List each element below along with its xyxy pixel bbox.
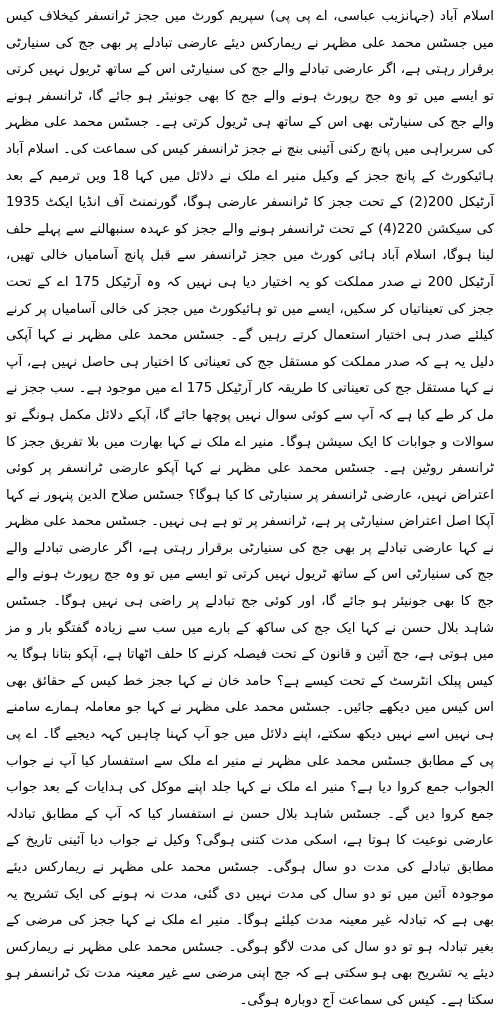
article-body: اسلام آباد (جہانزیب عباسی، اے پی پی) سپریم کورٹ میں ججز ٹرانسفر کیخلاف کیس میں جسٹس محمد علی مظہر نے ریمارکس دیئے عارضی تبادلے پر بھی جج کی سنیارٹی برقرار رہتی ہے، اگر عارضی تبادلے والے جج کی سنیارٹی اس کے ساتھ ٹریول نہیں کرتی تو ایسے میں تو وہ جج رپورٹ ہونے والے جج کا بھی جونیئر ہو جائے گا، ٹرانسفر ہونے والے جج کی سنیارٹی بھی اس کے ساتھ ہی ٹریول کرتی ہے۔ جسٹس محمد علی مظہر کی سربراہی میں پانچ رکنی آئینی بنچ نے ججز ٹرانسفر کیس کی سماعت کی۔ اسلام آباد ہائیکورٹ کے پانچ ججز کے وکیل منیر اے ملک نے دلائل میں کہا 18 ویں ترمیم کے بعد آرٹیکل 200(2) کے تحت ججز کا ٹرانسفر عارضی ہوگا، گورنمنٹ آف انڈیا ایکٹ 1935 کی سیکشن 220(4) کے تحت ٹرانسفر ہونے والے ججز کو عہدہ سنبھالنے سے پہلے حلف لینا ہوگا، اسلام آباد ہائی کورٹ میں ججز ٹرانسفر سے قبل پانچ آسامیاں خالی تھیں، آرٹیکل 200 نے صدر مملکت کو یہ اختیار دیا ہی نہیں کہ وہ آرٹیکل 175 اے کے تحت ججز کی تعیناتیاں کر سکیں، ایسے میں تو ہائیکورٹ میں ججز کی خالی آسامیاں پر کرنے کیلئے صدر ہی اختیار استعمال کرتے رہیں گے۔ جسٹس محمد علی مظہر نے کہا آپکی دلیل یہ ہے کہ صدر مملکت کو مستقل جج کی تعیناتی کا اختیار ہی حاصل نہیں ہے، آپ نے کہا مستقل جج کی تعیناتی کا طریقہ کار آرٹیکل 175 اے میں موجود ہے۔ سب ججز نے مل کر طے کیا ہے کہ آپ سے کوئی سوال نہیں پوچھا جائے گا، آپکے دلائل مکمل ہونگے تو سوالات و جوابات کا ایک سیشن ہوگا۔ منیر اے ملک نے کہا بھارت میں بلا تفریق ججز کا ٹرانسفر روٹین ہے۔ جسٹس محمد علی مظہر نے کہا آپکو عارضی ٹرانسفر پر کوئی اعتراض نہیں، عارضی ٹرانسفر پر سنیارٹی کا کیا ہوگا؟ جسٹس صلاح الدین پنہور نے کہا آپکا اصل اعتراض سنیارٹی پر ہے، ٹرانسفر پر تو ہے ہی نہیں۔ جسٹس محمد علی مظہر نے کہا عارضی تبادلے پر بھی جج کی سنیارٹی برقرار رہتی ہے، اگر عارضی تبادلے والے جج کی سنیارٹی اس کے ساتھ ٹریول نہیں کرتی تو ایسے میں تو وہ جج رپورٹ ہونے والے جج کا بھی جونیئر ہو جائے گا، اور کوئی جج تبادلے پر راضی ہی نہیں ہوگا۔ جسٹس شاہد بلال حسن نے کہا ایک جج کی ساکھ کے بارے میں سب سے زیادہ گفتگو بار و مز میں ہوتی ہے، جج آئین و قانون کے تحت فیصلہ کرنے کا حلف اٹھاتا ہے، آپکو بتانا ہوگا یہ کیس پبلک انٹرسٹ کے تحت کیسے ہے؟ حامد خان نے کہا ججز خط کیس کے حقائق بھی اس کیس میں دیکھے جائیں۔ جسٹس محمد علی مظہر نے کہا جو معاملہ ہمارے سامنے ہی نہیں اسے نہیں دیکھ سکتے، اپنے دلائل میں جو آپ کہنا چاہیں کہہ دیجیے گا۔ اے پی پی کے مطابق جسٹس محمد علی مظہر نے منیر اے ملک سے استفسار کیا آپ نے جواب الجواب جمع کروا دیا ہے؟ منیر اے ملک نے کہا جلد اپنے موکل کی ہدایات کے بعد جواب جمع کروا دیں گے۔ جسٹس شاہد بلال حسن نے استفسار کیا کہ آپ کے مطابق تبادلہ عارضی نوعیت کا ہوتا ہے، اسکی مدت کتنی ہوگی؟ وکیل نے جواب دیا آئینی تاریخ کے مطابق تبادلے کی مدت دو سال ہوگی۔ جسٹس محمد علی مظہر نے ریمارکس دیئے موجودہ آئین میں تو دو سال کی مدت نہیں دی گئی، مدت نہ ہونے کی ایک تشریح یہ بھی ہے کہ تبادلہ غیر معینہ مدت کیلئے ہوگا۔ منیر اے ملک نے کہا ججز کی مرضی کے بغیر تبادلہ ہو تو دو سال کی مدت لاگو ہوگی۔ جسٹس محمد علی مظہر نے ریمارکس دیئے یہ تشریح بھی ہو سکتی ہے کہ جج اپنی مرضی سے غیر معینہ مدت تک ٹرانسفر ہو سکتا ہے۔ کیس کی سماعت آج دوبارہ ہوگی۔ — [6, 9, 495, 1008]
